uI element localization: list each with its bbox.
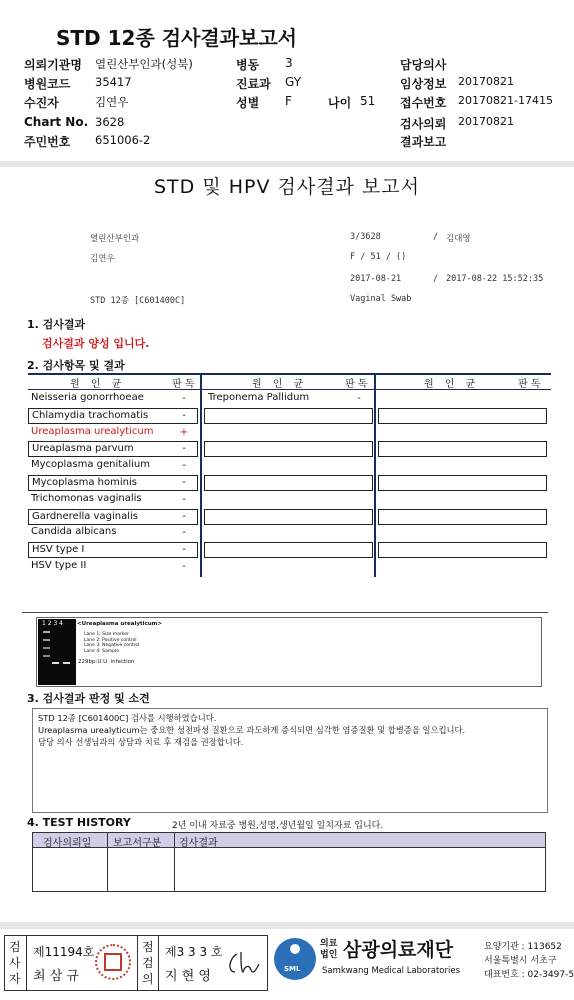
item-result: -: [182, 393, 186, 404]
history-divider: [174, 833, 175, 891]
item-result: -: [182, 409, 186, 421]
item-name: Ureaplasma urealyticum: [31, 425, 154, 437]
item-result: -: [182, 561, 186, 572]
empty-cell: [204, 509, 373, 525]
empty-cell: [204, 408, 373, 424]
info-date-received: 2017-08-21: [350, 274, 402, 284]
header-value: 20170821-17415: [458, 94, 553, 107]
checker-name: 지 현 영: [165, 969, 211, 984]
col2-item-name: Treponema Pallidum: [208, 392, 310, 403]
info-doctor-sep: /: [433, 232, 439, 242]
sub-title: STD 및 HPV 검사결과 보고서: [153, 176, 421, 198]
column-divider-2: [374, 375, 376, 577]
item-name: HSV type I: [28, 542, 198, 558]
item-name: Mycoplasma hominis: [28, 475, 198, 491]
info-chart: 3/3628: [350, 232, 381, 242]
empty-cell: [204, 475, 373, 491]
inst-code: 요양기관 : 113652: [484, 942, 562, 952]
section4-note: 2년 이내 자료중 병원,성명,생년월일 일치자료 입니다.: [172, 821, 384, 831]
history-divider: [107, 833, 108, 891]
header-label: 임상정보: [400, 77, 447, 91]
gel-band: [43, 655, 50, 657]
opinion-line: STD 12종 [C601400C] 검사를 시행하였습니다.: [38, 713, 217, 723]
header-value: 35417: [95, 75, 132, 89]
empty-cell: [378, 509, 547, 525]
gel-band: [43, 639, 50, 641]
header-value: 20170821: [458, 75, 514, 88]
address: 서울특별시 서초구: [484, 956, 557, 966]
phone: 대표번호 : 02-3497-5: [484, 970, 574, 980]
item-result: -: [182, 493, 186, 505]
header-divider: [0, 161, 574, 167]
gel-band-label: 229bp:U.U. infection: [78, 659, 135, 665]
header-label: 의뢰기관명: [24, 58, 82, 72]
sml-logo-icon: [274, 938, 316, 980]
item-result: -: [182, 510, 186, 522]
gel-legend-line: Lane 3: Negative control: [84, 643, 140, 648]
logo-dot: [290, 944, 300, 954]
signature-box: [4, 935, 268, 991]
col2-judge-header: 판 독: [345, 379, 368, 390]
header-label: 접수번호: [400, 96, 447, 110]
header-label: 수진자: [24, 96, 59, 110]
empty-cell: [204, 542, 373, 558]
empty-cell: [378, 542, 547, 558]
opinion-line: Ureaplasma urealyticum는 중요한 성전파성 질환으로 과도하게 증식되면 심각한 염증질환 및 합병증을 일으킵니다.: [38, 725, 466, 735]
footer-divider: [0, 922, 574, 929]
org-english: Samkwang Medical Laboratories: [322, 966, 461, 976]
header-value: 김연우: [95, 95, 129, 109]
header-value: GY: [285, 75, 302, 89]
info-date-sep: /: [433, 274, 439, 284]
age-value: 51: [360, 94, 376, 108]
header-value: F: [285, 94, 292, 108]
gel-title: <Ureaplasma urealyticum>: [77, 621, 162, 627]
org-name: 삼광의료재단: [343, 939, 454, 961]
header-label: 담당의사: [400, 58, 447, 72]
item-result: -: [182, 477, 186, 488]
col3-judge-header: 판 독: [518, 379, 541, 390]
section1-result: 검사결과 양성 입니다.: [42, 337, 150, 350]
item-name: HSV type II: [31, 560, 87, 571]
header-label: 병동: [236, 58, 260, 72]
item-result: -: [182, 544, 186, 556]
header-value: 3: [285, 56, 293, 70]
col3-header: 원 인 균: [424, 379, 480, 390]
gel-band: [52, 662, 59, 664]
inspector-name: 최 삼 규: [33, 969, 79, 984]
inspector-seal: [95, 944, 131, 980]
gel-legend-line: Lane 4: Sample: [84, 648, 119, 654]
checker-label-cell: [137, 936, 159, 990]
info-patient: 김연우: [90, 254, 115, 264]
gel-band: [63, 662, 70, 664]
item-result: -: [182, 460, 186, 472]
inspector-label-cell: [5, 936, 27, 990]
gel-top-rule: [22, 612, 548, 613]
gel-legend-line: Lane 1: Size marker: [84, 632, 129, 637]
section3-title: 3. 검사결과 판정 및 소견: [27, 692, 150, 705]
item-name: Gardnerella vaginalis: [28, 509, 198, 525]
empty-cell: [378, 408, 547, 424]
header-value: 651006-2: [95, 133, 151, 147]
header-value: 3628: [95, 115, 125, 129]
gel-lane-labels: 1 2 3 4: [42, 620, 63, 627]
checker-number: 제3 3 3 호: [165, 945, 223, 959]
item-result: -: [182, 527, 186, 539]
inspector-label: 검사자: [9, 940, 21, 986]
col2-header: 원 인 균: [252, 379, 308, 390]
checker-signature: [225, 948, 261, 978]
header-label: 검사의뢰: [400, 117, 447, 131]
info-doctor: 김대영: [446, 234, 471, 244]
col2-item-result: -: [357, 393, 361, 404]
history-header-type: 보고서구분: [113, 838, 162, 849]
info-sex-age: F / 51 / (): [350, 252, 407, 262]
org-prefix: 의료법인: [320, 939, 338, 960]
info-specimen: Vaginal Swab: [350, 294, 412, 304]
info-test-code: STD 12종 [C601400C]: [90, 296, 186, 306]
item-result: -: [182, 443, 186, 455]
item-name: Chlamydia trachomatis: [28, 408, 198, 424]
history-header-row: [33, 833, 545, 848]
inspector-number: 제11194호: [33, 945, 95, 959]
history-header-result: 검사결과: [179, 838, 218, 849]
header-label: 주민번호: [24, 135, 71, 149]
header-label: Chart No.: [24, 115, 89, 129]
header-label: 진료과: [236, 77, 271, 91]
col1-judge-header: 판 독: [172, 379, 195, 390]
item-name: Candida albicans: [31, 526, 117, 538]
header-label: 성별: [236, 96, 260, 110]
header-value: 20170821: [458, 115, 514, 128]
opinion-line: 담당 의사 선생님과의 상담과 치료 후 재검을 권장합니다.: [38, 737, 244, 747]
column-divider-1: [200, 375, 202, 577]
item-name: Neisseria gonorrhoeae: [31, 392, 144, 403]
history-header-date: 검사의뢰일: [43, 838, 92, 849]
age-label: 나이: [328, 96, 352, 110]
info-date-reported: 2017-08-22 15:52:35: [446, 274, 544, 284]
section1-title: 1. 검사결과: [27, 318, 86, 331]
seal-inner: [104, 953, 122, 971]
logo-text: SML: [284, 965, 301, 973]
empty-cell: [378, 441, 547, 457]
empty-cell: [378, 475, 547, 491]
item-name: Trichomonas vaginalis: [31, 492, 142, 504]
gel-image: [38, 619, 76, 685]
empty-cell: [204, 441, 373, 457]
header-label: 병원코드: [24, 77, 71, 91]
gel-band: [43, 631, 50, 633]
col1-header: 원 인 균: [70, 379, 126, 390]
section4-title: 4. TEST HISTORY: [27, 816, 131, 829]
item-result: +: [179, 426, 189, 438]
section2-title: 2. 검사항목 및 결과: [27, 359, 125, 372]
header-label: 결과보고: [400, 135, 447, 149]
report-title: STD 12종 검사결과보고서: [56, 26, 297, 50]
checker-label: 점검의: [142, 940, 154, 986]
history-table: [32, 832, 546, 892]
gel-legend-line: Lane 2: Positive control: [84, 637, 137, 643]
item-name: Ureaplasma parvum: [28, 441, 198, 457]
item-name: Mycoplasma genitalium: [31, 459, 150, 471]
gel-band: [43, 647, 50, 649]
info-clinic: 열린산부인과: [90, 234, 140, 244]
header-value: 열린산부인과(성북): [95, 57, 193, 71]
